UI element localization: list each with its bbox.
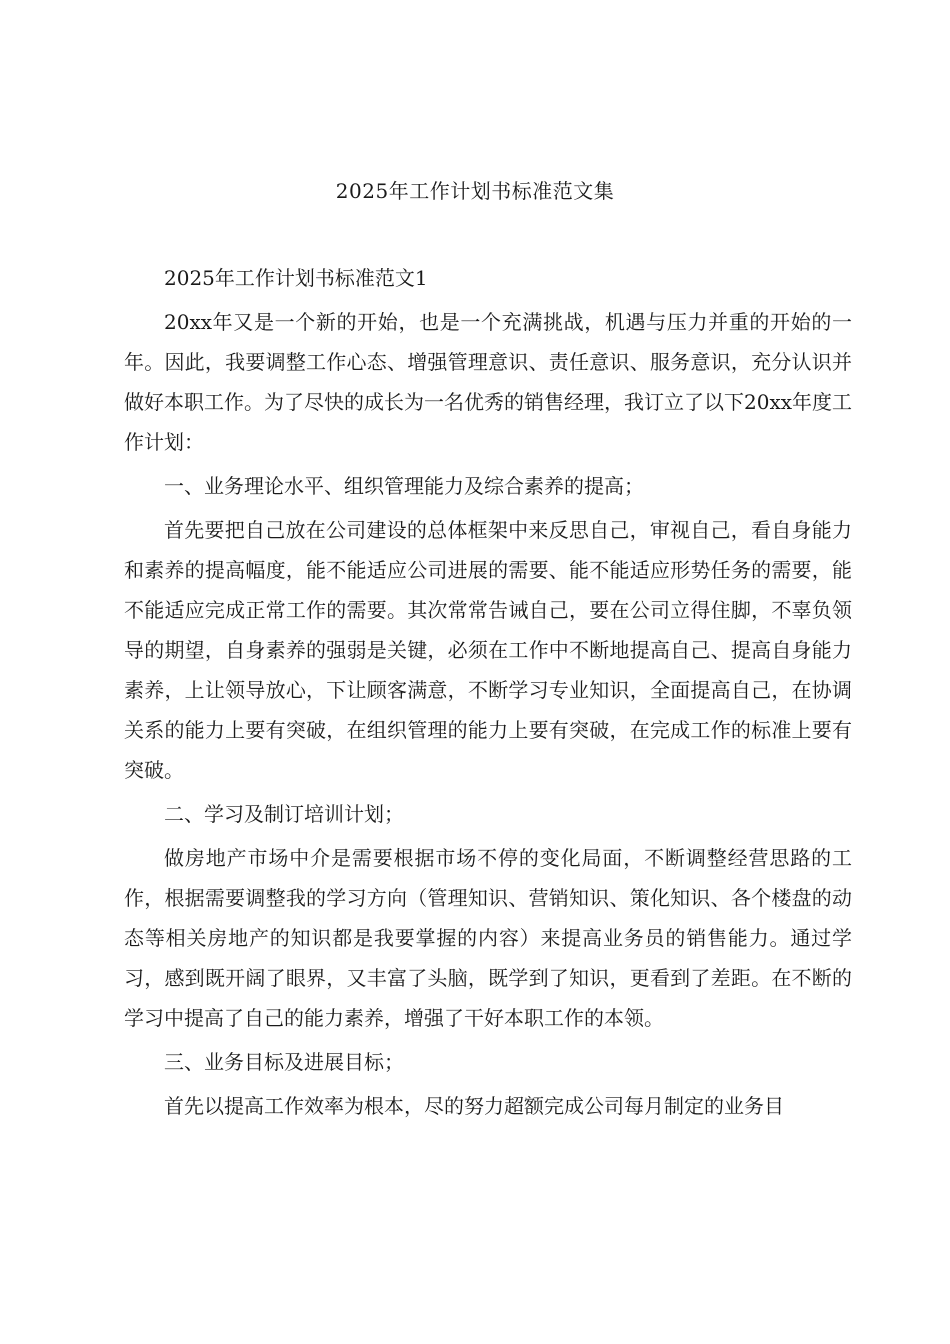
heading-item-2: 二、学习及制订培训计划； [164,802,404,826]
document-body [124,258,852,1130]
paragraph-item-1: 首先要把自己放在公司建设的总体框架中来反思自己，审视自己，看自身能力和素养的提高幅度，能不能适应公司进展的需要、能不能适应形势任务的需要，能不能适应完成正常工作的需要。其次常常告诫自己，要在公司立得住脚，不辜负领导的期望，自身素养的强弱是关键，必须在工作中不断地提高自己、提高自身能力素养，上让领导放心，下让顾客满意，不断学习专业知识，全面提高自己，在协调关系的能力上要有突破，在组织管理的能力上要有突破，在完成工作的标准上要有突破。 [124,518,852,782]
heading-item-3: 三、业务目标及进展目标； [164,1050,404,1074]
heading-item-1: 一、业务理论水平、组织管理能力及综合素养的提高； [164,474,644,498]
paragraph-intro: 20xx年又是一个新的开始，也是一个充满挑战，机遇与压力并重的开始的一年。因此，我要调整工作心态、增强管理意识、责任意识、服务意识，充分认识并做好本职工作。为了尽快的成长为一名优秀的销售经理，我订立了以下20xx年度工作计划： [124,310,853,454]
paragraph-item-3: 首先以提高工作效率为根本，尽的努力超额完成公司每月制定的业务目 [164,1094,784,1118]
paragraph-item-2: 做房地产市场中介是需要根据市场不停的变化局面，不断调整经营思路的工作，根据需要调整我的学习方向（管理知识、营销知识、策化知识、各个楼盘的动态等相关房地产的知识都是我要掌握的内容）来提高业务员的销售能力。通过学习，感到既开阔了眼界，又丰富了头脑，既学到了知识，更看到了差距。在不断的学习中提高了自己的能力素养，增强了干好本职工作的本领。 [124,846,852,1030]
document-title: 2025年工作计划书标准范文集 [335,179,615,203]
section-heading: 2025年工作计划书标准范文1 [164,266,428,290]
